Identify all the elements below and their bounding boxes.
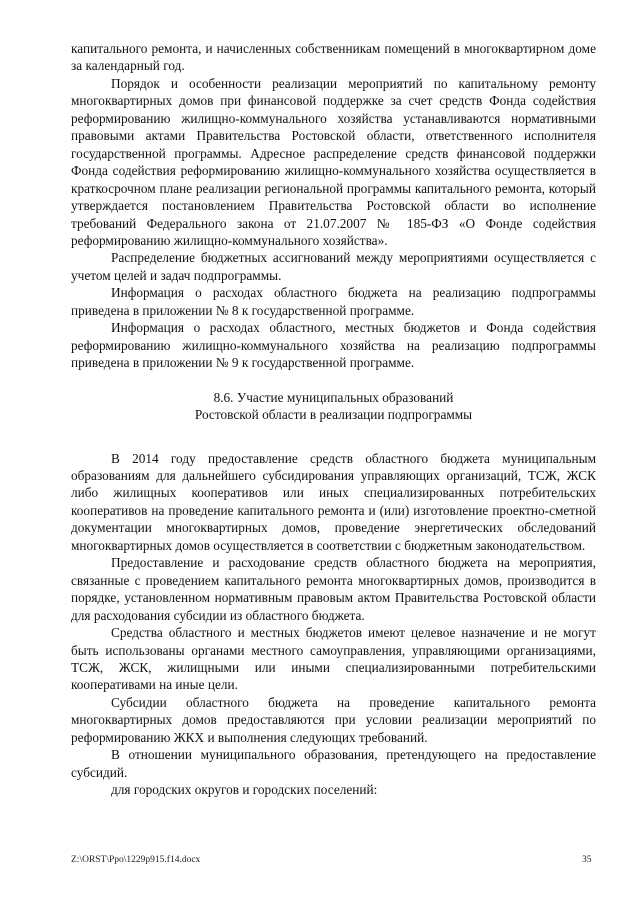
document-body	[71, 40, 596, 799]
section-heading-line-2: Ростовской области в реализации подпрограммы	[194, 407, 473, 423]
paragraph-continuation: капитального ремонта, и начисленных собственникам помещений в многоквартирном доме за календарный год.	[71, 41, 596, 74]
paragraph-subsidy-conditions: Субсидии областного бюджета на проведение капитального ремонта многоквартирных домов предоставляются при условии реализации мероприятий по реформированию ЖКХ и выполнения следующих требований.	[71, 694, 596, 745]
paragraph-spending-procedure: Предоставление и расходование средств областного бюджета на мероприятия, связанные с проведением капитального ремонта многоквартирных домов, производится в порядке, установленном нормативным правовым актом Правительства Ростовской области для расходования субсидии из областного бюджета.	[71, 555, 596, 623]
paragraph-2014-funding: В 2014 году предоставление средств областного бюджета муниципальным образованиям для дальнейшего субсидирования управляющих организаций, ТСЖ, ЖСК либо жилищных кооперативов или иных специализированных потребительских кооперативов на проведение капитального ремонта и (или) изготовление проектно-сметной документации многоквартирных домов, проведение энергетических обследований многоквартирных домов осуществляется в соответствии с бюджетным законодательством.	[71, 450, 596, 553]
paragraph-budget-allocation: Распределение бюджетных ассигнований между мероприятиями осуществляется с учетом целей и задач подпрограммы.	[71, 250, 596, 283]
paragraph-appendix-9: Информация о расходах областного, местных бюджетов и Фонда содействия реформированию жилищно-коммунального хозяйства на реализацию подпрограммы приведена в приложении № 9 к государственной программе.	[71, 320, 596, 371]
footer-page-number: 35	[582, 855, 592, 865]
paragraph-urban-districts: для городских округов и городских поселений:	[111, 782, 378, 798]
paragraph-municipality-requirements: В отношении муниципального образования, претендующего на предоставление субсидий.	[71, 747, 596, 780]
paragraph-capital-repair-procedure: Порядок и особенности реализации мероприятий по капитальному ремонту многоквартирных домов при финансовой поддержке за счет средств Фонда содействия реформированию жилищно-коммунального хозяйства устанавливаются нормативными правовыми актами Правительства Ростовской области, ответственного исполнителя государственной программы. Адресное распределение средств финансовой поддержки Фонда содействия реформированию жилищно-коммунального хозяйства осуществляется в краткосрочном плане реализации региональной программы капитального ремонта, который утверждается постановлением Правительства Ростовской области во исполнение требований Федерального закона от 21.07.2007 № 185-ФЗ «О Фонде содействия реформированию жилищно-коммунального хозяйства».	[71, 75, 596, 248]
paragraph-appendix-8: Информация о расходах областного бюджета на реализацию подпрограммы приведена в приложении № 8 к государственной программе.	[71, 285, 596, 318]
footer-file-path: Z:\ORST\Ppo\1229p915.f14.docx	[71, 855, 201, 865]
paragraph-targeted-funds: Средства областного и местных бюджетов имеют целевое назначение и не могут быть использованы органами местного самоуправления, управляющими организациями, ТСЖ, ЖСК, жилищными или иными специализированными потребительскими кооперативами на иные цели.	[71, 625, 596, 693]
section-heading-line-1: 8.6. Участие муниципальных образований	[213, 389, 454, 405]
